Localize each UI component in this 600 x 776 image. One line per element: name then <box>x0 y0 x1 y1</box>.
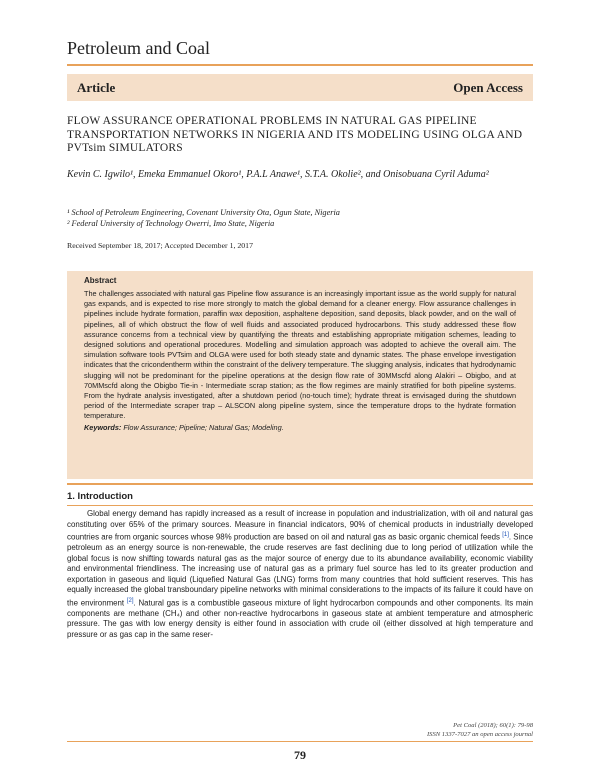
abstract-heading: Abstract <box>84 276 117 285</box>
page-number: 79 <box>294 748 306 762</box>
abstract-text: The challenges associated with natural gas Pipeline flow assurance is an increasingly important issue as the world supply for natural gas expands, and is expected to rise more strongly to match the global demand for a cleaner energy. Flow assurance challenges in pipelines include hydrate formation, paraffin wax deposition, asphaltene deposition, sand deposits, black powder, and on the wall of pipelines, all of which obstruct the flow of well fluids and associated produced hydrocarbons. This study addressed these flow assurance concerns from a technical view by quantifying the threats and establishing appropriate mitigation schemes, leading to designed solutions and operational procedures. Modelling and simulation approach was adopted to achieve the overall aim. The simulation software tools PVTsim and OLGA were used for both steady state and dynamic states. The phase envelope investigation indicates that the cricondentherm within the constraint of the delivery temperature. The slugging analysis, indicates that hydrodynamic slugging will not be predominant for the pipeline operations at the design flow rate of 30MMscfd along Alakiri – Obigbo, and at 70MMscfd along the Obigbo Tie-in - Intermediate scrap station; as the flow regimes are mainly stratified for both pipeline systems. From the hydrate analysis investigated, after a shutdown period (no-touch time); hydrate threat is envisaged during the shutdown period of the Intermediate scraper trap – ALSCON along pipeline system, since the temperature drops to the hydrate formation temperature. <box>84 289 516 421</box>
keywords <box>84 423 516 432</box>
intro-text-3: . Natural gas is a combustible gaseous mixture of light hydrocarbon compounds and other components. Its main components are methane (CH₄) and other non-reactive hydrocarbons in gaseous state at ambient temperature and atmospheric pressure. The gas with low energy density is either found in association with crude oil (either dissolved at high temperature and pressure or as gas cap in the same reser- <box>67 598 533 639</box>
affiliations <box>67 207 540 229</box>
intro-text-2: . Since petroleum as an energy source is non-renewable, the crude reserves are fast declining due to long period of utilization while the global focus is now shifting towards natural gas as the major source of energy due to its abundance availability, economic viability and environmental friendliness. The increasing use of natural gas as a primary fuel source has led to its greater production and exportation in gaseous and liquid (Liquefied Natural Gas (LNG) forms from many countries that hold sufficient reserves. This has equally increased the global transboundary pipeline networks with minimal considerations to the impacts of its failure it could have on the environment <box>67 532 534 608</box>
journal-name: Petroleum and Coal <box>67 38 210 58</box>
reference-link-2[interactable]: [2] <box>126 597 134 604</box>
section-rule <box>67 483 533 485</box>
author-list: Kevin C. Igwilo¹, Emeka Emmanuel Okoro¹, P.A.L Anawe¹, S.T.A. Okolie², and Onisobuana Cyril Aduma² <box>67 169 489 180</box>
received-dates: Received September 18, 2017; Accepted December 1, 2017 <box>67 241 253 250</box>
header-rule <box>67 64 533 66</box>
footer-rule <box>67 741 533 742</box>
footer-line-1: Pet Coal (2018); 60(1): 79-98 <box>453 722 533 729</box>
reference-link-1[interactable]: [1] <box>502 532 509 538</box>
introduction-paragraph <box>67 509 533 640</box>
article-banner <box>67 74 533 101</box>
footer-citation <box>427 721 533 739</box>
footer-line-2: ISSN 1337-7027 an open access journal <box>426 731 533 738</box>
abstract-box <box>67 271 533 479</box>
article-type-label: Article <box>77 79 116 95</box>
intro-text-1: Global energy demand has rapidly increased as a result of increase in population and industrialization, with oil and natural gas constituting over 65% of the primary sources. Measure in financial indicators, 90% of chemical products in industrially developed countries are from organic sources whose 98% production are based on oil and natural gas as basic organic chemical feeds <box>67 509 533 542</box>
keywords-label: Keywords: <box>84 422 122 432</box>
paper-title: FLOW ASSURANCE OPERATIONAL PROBLEMS IN NATURAL GAS PIPELINE TRANSPORTATION NETWORKS IN NIGERIA AND ITS MODELING USING OLGA AND PVTsim SIMULATORS <box>67 115 523 154</box>
affiliation-2: ² Federal University of Technology Owerri, Imo State, Nigeria <box>67 219 275 228</box>
open-access-label: Open Access <box>453 79 523 95</box>
section-rule-thin <box>67 505 533 506</box>
introduction-heading: 1. Introduction <box>67 491 133 502</box>
affiliation-1: ¹ School of Petroleum Engineering, Covenant University Ota, Ogun State, Nigeria <box>67 208 340 217</box>
keywords-text: Flow Assurance; Pipeline; Natural Gas; Modeling. <box>123 422 284 432</box>
